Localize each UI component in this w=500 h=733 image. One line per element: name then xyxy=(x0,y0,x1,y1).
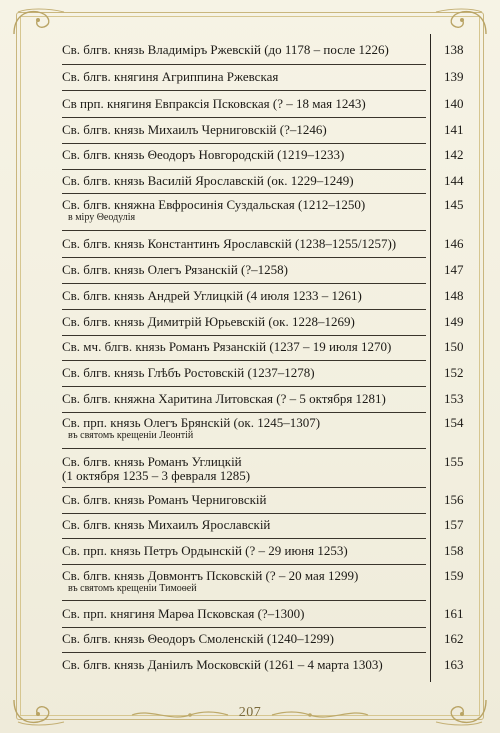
toc-entry-title: Св. блгв. князь Романъ Черниговскій xyxy=(62,492,267,507)
toc-entry-page: 163 xyxy=(444,657,464,672)
row-divider xyxy=(62,230,426,231)
toc-entry-page: 138 xyxy=(444,42,464,57)
toc-entry-title: Св. блгв. князь Владиміръ Ржевскій (до 1178 – после 1226) xyxy=(62,42,389,57)
toc-entry-title: Св. блгв. князь Даніилъ Московскій (1261 – 4 марта 1303) xyxy=(62,657,383,672)
toc-entry-title: Св. блгв. князь Димитрій Юрьевскій (ок. 1228–1269) xyxy=(62,314,355,329)
row-divider xyxy=(62,90,426,91)
toc-entry-title: Св. блгв. княгиня Агриппина Ржевская xyxy=(62,69,279,84)
toc-entry-title: Св. блгв. князь Θеодоръ Смоленскій (1240–1299) xyxy=(62,631,334,646)
row-divider xyxy=(62,283,426,284)
page-number: 207 xyxy=(238,705,262,720)
toc-entry-page: 147 xyxy=(444,262,464,277)
toc-entry-page: 141 xyxy=(444,122,464,137)
toc-entry-title: Св. блгв. князь Михаилъ Ярославскій xyxy=(62,517,271,532)
toc-entry-page: 155 xyxy=(444,454,464,469)
row-divider xyxy=(62,564,426,565)
toc-entry-title: Св. блгв. князь Глѣбъ Ростовскій (1237–1278) xyxy=(62,365,315,380)
toc-entry-page: 140 xyxy=(444,96,464,111)
row-divider xyxy=(62,412,426,413)
row-divider xyxy=(62,652,426,653)
toc-entry-page: 154 xyxy=(444,415,464,430)
toc-entry-title: Св. блгв. князь Романъ Углицкій xyxy=(62,454,242,469)
row-divider xyxy=(62,143,426,144)
row-divider xyxy=(62,117,426,118)
row-divider xyxy=(62,360,426,361)
toc-entry-title: Св. блгв. князь Андрей Углицкій (4 июля 1233 – 1261) xyxy=(62,288,362,303)
toc-entry-page: 153 xyxy=(444,391,464,406)
toc-entry-page: 148 xyxy=(444,288,464,303)
toc-entry-page: 152 xyxy=(444,365,464,380)
toc-entry-title: Св. блгв. князь Довмонтъ Псковскій (? – 20 мая 1299) xyxy=(62,568,359,583)
row-divider xyxy=(62,169,426,170)
row-divider xyxy=(62,193,426,194)
row-divider xyxy=(62,487,426,488)
row-divider xyxy=(62,335,426,336)
toc-entry-title: Св. блгв. княжна Харитина Литовская (? – 5 октября 1281) xyxy=(62,391,386,406)
toc-entry-subtitle: въ святомъ крещеніи Леонтій xyxy=(68,430,194,441)
toc-entry-page: 142 xyxy=(444,147,464,162)
toc-entry-title: Св. прп. князь Петръ Ордынскій (? – 29 июня 1253) xyxy=(62,543,348,558)
row-divider xyxy=(62,386,426,387)
row-divider xyxy=(62,513,426,514)
toc-entry-page: 150 xyxy=(444,339,464,354)
toc-entry-title: Св. блгв. князь Михаилъ Черниговскій (?–1246) xyxy=(62,122,327,137)
toc-entry-page: 158 xyxy=(444,543,464,558)
row-divider xyxy=(62,627,426,628)
toc-entry-page: 149 xyxy=(444,314,464,329)
row-divider xyxy=(62,257,426,258)
row-divider xyxy=(62,448,426,449)
row-divider xyxy=(62,64,426,65)
toc-entry-title: Св. блгв. князь Константинъ Ярославскій (1238–1255/1257)) xyxy=(62,236,397,251)
toc-entry-page: 144 xyxy=(444,173,464,188)
toc-entry-title: Св. блгв. княжна Евфросинія Суздальская (1212–1250) xyxy=(62,197,366,212)
row-divider xyxy=(62,309,426,310)
toc-entry-page: 161 xyxy=(444,606,464,621)
toc-entry-title: Св. прп. князь Олегъ Брянскій (ок. 1245–1307) xyxy=(62,415,321,430)
toc-entry-title: Св. прп. княгиня Марѳа Псковская (?–1300) xyxy=(62,606,305,621)
toc-entry-title: Св прп. княгиня Евпраксія Псковская (? – 18 мая 1243) xyxy=(62,96,366,111)
toc-entry-page: 139 xyxy=(444,69,464,84)
toc-entry-subtitle: въ святомъ крещеніи Тимоѳей xyxy=(68,583,197,594)
row-divider xyxy=(62,600,426,601)
toc-entry-title: Св. блгв. князь Олегъ Рязанскій (?–1258) xyxy=(62,262,288,277)
toc-entry-page: 162 xyxy=(444,631,464,646)
toc-entry-title: Св. мч. блгв. князь Романъ Рязанскій (1237 – 19 июля 1270) xyxy=(62,339,392,354)
toc-entry-page: 156 xyxy=(444,492,464,507)
row-divider xyxy=(62,538,426,539)
toc-entry-title-continued: (1 октября 1235 – 3 февраля 1285) xyxy=(62,468,251,483)
toc-entry-title: Св. блгв. князь Василій Ярославскій (ок. 1229–1249) xyxy=(62,173,354,188)
toc-entry-page: 145 xyxy=(444,197,464,212)
toc-entry-title: Св. блгв. князь Θеодоръ Новгородскій (1219–1233) xyxy=(62,147,345,162)
toc-entry-subtitle: в міру Θеодулія xyxy=(68,212,136,223)
toc-entry-page: 146 xyxy=(444,236,464,251)
toc-entry-page: 157 xyxy=(444,517,464,532)
toc-entry-page: 159 xyxy=(444,568,464,583)
